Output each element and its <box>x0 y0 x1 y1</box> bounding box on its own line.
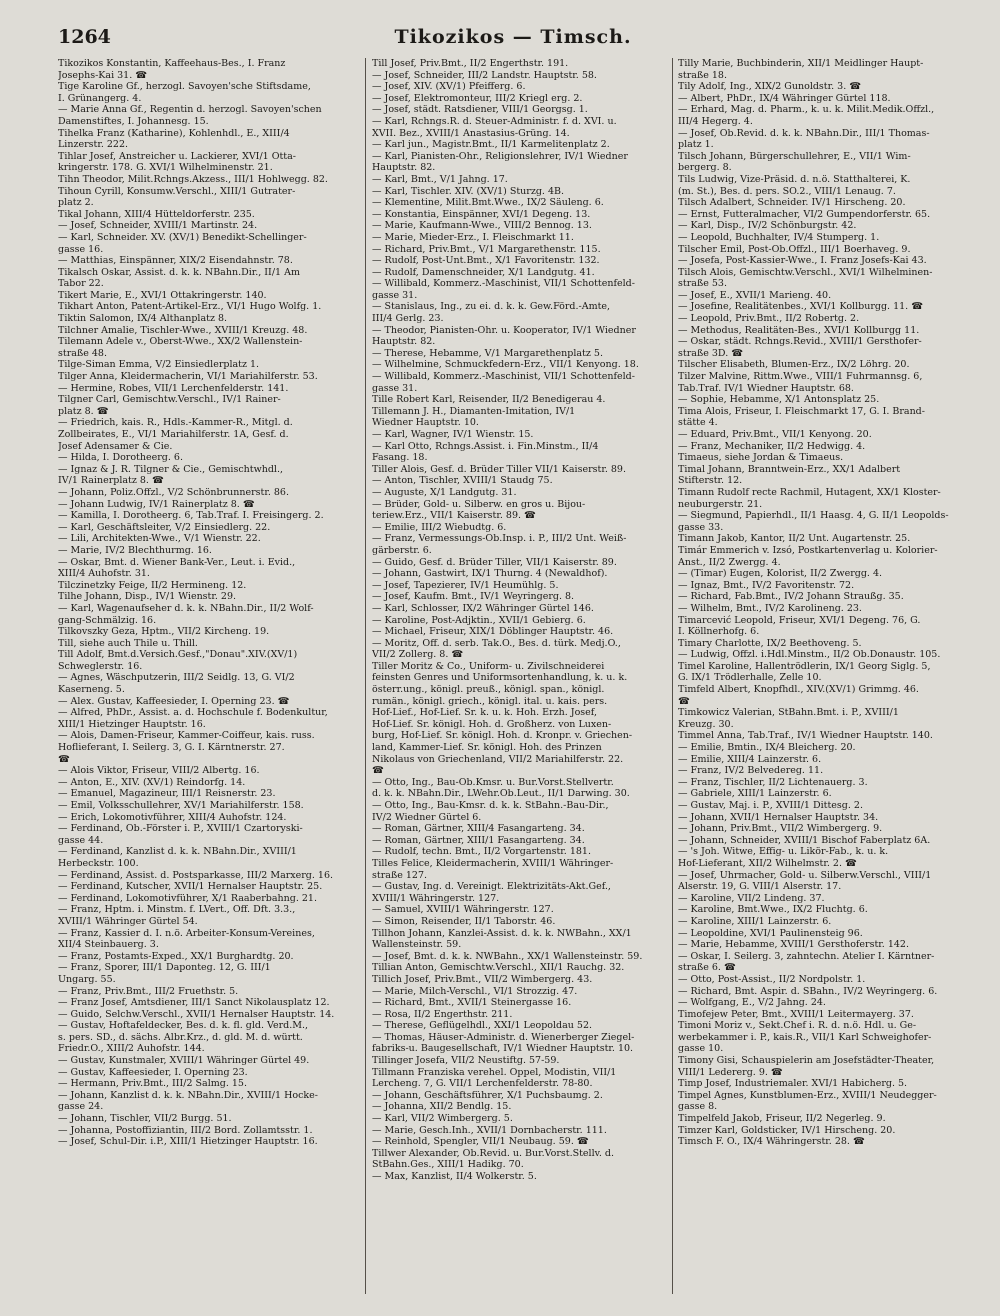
directory-line: — Theodor, Pianisten-Ohr. u. Kooperator, IV/1 Wiedner <box>372 324 636 336</box>
directory-line: — Josef, Bmt. d. k. k. NWBahn., XX/1 Wallensteinstr. 59. <box>372 950 643 962</box>
directory-line: — Gabriele, XIII/1 Lainzerstr. 6. <box>678 788 832 800</box>
directory-line: — Konstantia, Einspänner, XVI/1 Degeng. 13. <box>372 208 591 220</box>
directory-line: ☎ <box>58 753 70 765</box>
directory-line: Hof-Lieferant, XII/2 Wilhelmstr. 2. ☎ <box>678 857 857 869</box>
directory-line: Tillich Josef, Priv.Bmt., VII/2 Wimbergerg. 43. <box>372 973 593 985</box>
directory-line: Timp Josef, Industriemaler. XVI/1 Habicherg. 5. <box>678 1078 908 1090</box>
directory-line: — Willibald, Kommerz.-Maschinist, VII/1 Schottenfeld- <box>372 371 635 383</box>
directory-line: — Roman, Gärtner, XIII/4 Fasangarteng. 34. <box>372 823 585 835</box>
directory-line: — Brüder, Gold- u. Silberw. en gros u. Bijou- <box>372 498 586 510</box>
directory-line: Timzer Karl, Goldsticker, IV/1 Hirscheng. 20. <box>678 1124 896 1136</box>
directory-line: — Josef, E., XVII/1 Marieng. 40. <box>678 289 832 301</box>
directory-line: Tihelka Franz (Katharine), Kohlenhdl., E., XIII/4 <box>58 127 290 139</box>
directory-line: — Moritz, Off. d. serb. Tak.O., Bes. d. türk. Medj.O., <box>372 637 621 649</box>
directory-line: Tihlar Josef, Anstreicher u. Lackierer, XVI/1 Otta- <box>58 150 297 162</box>
directory-line: — Ignaz & J. R. Tilgner & Cie., Gemischtwhdl., <box>58 463 283 475</box>
directory-line: IV/1 Rainerplatz 8. ☎ <box>58 475 164 487</box>
directory-line: — Siegmund, Papierhdl., II/1 Haasg. 4, G. II/1 Leopolds- <box>678 510 949 522</box>
directory-line: gasse 24. <box>58 1101 104 1113</box>
directory-line: — Johann, Poliz.Offzl., V/2 Schönbrunnerstr. 86. <box>58 486 289 498</box>
directory-line: Lercheng. 7, G. VII/1 Lerchenfelderstr. 78-80. <box>372 1078 593 1090</box>
directory-line: Tilsch Adalbert, Schneider. IV/1 Hirscheng. 20. <box>678 197 906 209</box>
directory-line: — Klementine, Milit.Bmt.Wwe., IX/2 Säuleng. 6. <box>372 197 604 209</box>
directory-line: — Sophie, Hebamme, X/1 Antonsplatz 25. <box>678 394 880 406</box>
directory-line: Hauptstr. 82. <box>372 336 436 348</box>
directory-line: I. Grünangerg. 4. <box>58 92 142 104</box>
directory-line: platz 2. <box>58 197 94 209</box>
directory-line: gasse 10. <box>678 1043 724 1055</box>
directory-line: — Ferdinand, Lokomotivführer, X/1 Raaberbahng. 21. <box>58 892 317 904</box>
directory-line: Timkowicz Valerian, StBahn.Bmt. i. P., XVIII/1 <box>678 707 899 719</box>
directory-line: — Erhard, Mag. d. Pharm., k. u. k. Milit.Medik.Offzl., <box>678 104 935 116</box>
directory-line: Tilkovszky Geza, Hptm., VII/2 Kircheng. 19. <box>58 626 270 638</box>
directory-line: straße 48. <box>58 347 107 359</box>
directory-line: Kaserneng. 5. <box>58 684 125 696</box>
directory-line: — Richard, Priv.Bmt., V/1 Margarethenstr. 115. <box>372 243 601 255</box>
directory-line: gang-Schmälzig. 16. <box>58 614 157 626</box>
directory-line: Zollbeirates, E., VI/1 Mariahilferstr. 1A, Gesf. d. <box>58 429 289 440</box>
directory-line: Tilczinetzky Feige, II/2 Hermineng. 12. <box>58 579 247 591</box>
directory-line: — Emilie, III/2 Wiebudtg. 6. <box>372 521 507 533</box>
directory-line: — Marie, Kaufmann-Wwe., VIII/2 Bennog. 13. <box>372 220 592 232</box>
directory-line: — Johann, Schneider, XVIII/1 Bischof Faberplatz 6A. <box>678 834 931 846</box>
directory-line: s. pers. SD., d. sächs. Albr.Krz., d. gld. M. d. württ. <box>58 1031 303 1043</box>
directory-line: — Wolfgang, E., V/2 Jahng. 24. <box>678 997 826 1009</box>
directory-line: — Emilie, Bmtin., IX/4 Bleicherg. 20. <box>678 742 856 754</box>
directory-line: XII/4 Steinbauerg. 3. <box>58 939 159 951</box>
directory-line: — Emanuel, Magazineur, III/1 Reisnerstr. 23. <box>58 788 276 800</box>
directory-line: Tilscher Elisabeth, Blumen-Erz., IX/2 Löhrg. 20. <box>678 359 910 371</box>
directory-line: III/4 Gerlg. 23. <box>372 313 444 325</box>
directory-line: — Wilhelm, Bmt., IV/2 Karolineng. 23. <box>678 602 862 614</box>
directory-line: Timoni Moriz v., Sekt.Chef i. R. d. n.ö. Hdl. u. Ge- <box>678 1020 917 1032</box>
directory-line: — Karl, Bmt., V/1 Jahng. 17. <box>372 173 508 185</box>
entry-list <box>58 58 356 1148</box>
directory-line: Tillian Anton, Gemischtw.Verschl., XII/1 Rauchg. 32. <box>372 962 625 974</box>
directory-line: — Leopold, Buchhalter, IV/4 Stumperg. 1. <box>678 231 880 243</box>
directory-line: fabriks-u. Baugesellschaft, IV/1 Wiedner Hauptstr. 10. <box>372 1043 634 1055</box>
directory-line: — Gustav, Kunstmaler, XVIII/1 Währinger Gürtel 49. <box>58 1055 310 1067</box>
directory-line: Tima Alois, Friseur, I. Fleischmarkt 17, G. I. Brand- <box>678 405 925 417</box>
directory-line: rumän., königl. griech., königl. ital. u. kais. pers. <box>372 695 608 707</box>
directory-line: — Franz, Tischler, II/2 Lichtenauerg. 3. <box>678 776 868 788</box>
directory-line: Hauptstr. 82. <box>372 162 436 174</box>
directory-line: Timmel Anna, Tab.Traf., IV/1 Wiedner Hauptstr. 140. <box>678 730 933 742</box>
directory-line: Till, siehe auch Thile u. Thill. <box>58 637 198 649</box>
directory-line: StBahn.Ges., XIII/1 Hadikg. 70. <box>372 1159 524 1171</box>
entry-list <box>372 58 670 1183</box>
directory-line: — Max, Kanzlist, II/4 Wolkerstr. 5. <box>372 1171 537 1182</box>
directory-line: Timsch F. O., IX/4 Währingerstr. 28. ☎ <box>678 1136 865 1148</box>
directory-line: — Marie, IV/2 Blechthurmg. 16. <box>58 544 212 556</box>
directory-line: — Rudolf, Post-Unt.Bmt., X/1 Favoritenstr. 132. <box>372 255 600 267</box>
directory-line: Tillhon Johann, Kanzlei-Assist. d. k. k. NWBahn., XX/1 <box>372 927 632 939</box>
directory-line: — Simon, Reisender, II/1 Taborstr. 46. <box>372 915 556 927</box>
directory-line: Tilles Felice, Kleidermacherin, XVIII/1 Währinger- <box>372 857 614 869</box>
directory-line: Tilzer Malvine, Rittm.Wwe., VIII/1 Fuhrmannsg. 6, <box>678 371 923 383</box>
directory-line: Tikhart Anton, Patent-Artikel-Erz., VI/1 Hugo Wolfg. 1. <box>58 301 322 313</box>
directory-line: — Emil, Volksschullehrer, XV/1 Mariahilferstr. 158. <box>58 800 304 811</box>
directory-line: XIII/1 Hietzinger Hauptstr. 16. <box>58 718 206 730</box>
directory-line: — Karl, VII/2 Wimbergerg. 5. <box>372 1113 513 1125</box>
directory-line: — Richard, Bmt. Aspir. d. SBahn., IV/2 Weyringerg. 6. <box>678 985 938 997</box>
directory-line: — Josef, Ob.Revid. d. k. k. NBahn.Dir., III/1 Thomas- <box>678 127 930 139</box>
directory-line: — Rudolf, Damenschneider, X/1 Landgutg. 41. <box>372 266 595 278</box>
directory-line: — Johann, Kanzlist d. k. k. NBahn.Dir., XVIII/1 Hocke- <box>58 1089 318 1101</box>
directory-line: — Johann, Priv.Bmt., VII/2 Wimbergerg. 9. <box>678 823 883 835</box>
directory-line: — Wilhelmine, Schmuckfedern-Erz., VII/1 Kenyong. 18. <box>372 359 639 371</box>
directory-line: — Otto, Ing., Bau-Ob.Kmsr. u. Bur.Vorst.Stellvertr. <box>372 776 614 788</box>
directory-line: — Gustav, Kaffeesieder, I. Operning 23. <box>58 1066 248 1078</box>
directory-line: — Anton, Tischler, XVIII/1 Staudg 75. <box>372 475 553 487</box>
directory-line: werbekammer i. P., kais.R., VII/1 Karl Schweighofer- <box>678 1031 932 1043</box>
directory-line: — Josef, Schul-Dir. i.P., XIII/1 Hietzinger Hauptstr. 16. <box>58 1136 318 1148</box>
directory-line: — Karoline, Bmt.Wwe., IX/2 Fluchtg. 6. <box>678 904 868 916</box>
directory-line: — Rudolf, techn. Bmt., II/2 Vorgartenstr. 181. <box>372 846 591 858</box>
directory-line: — Alfred, PhDr., Assist. a. d. Hochschule f. Bodenkultur, <box>58 707 328 719</box>
column-left <box>58 58 356 1298</box>
directory-line: Wallensteinstr. 59. <box>372 939 462 951</box>
directory-line: Josef Adensamer & Cie. <box>58 440 173 452</box>
directory-line: — Josef, Tapezierer, IV/1 Heumühlg. 5. <box>372 579 559 591</box>
directory-line: gärberstr. 6. <box>372 544 432 556</box>
directory-line: Schweglerstr. 16. <box>58 660 143 672</box>
directory-line: — Karl, Geschäftsleiter, V/2 Einsiedlerg. 22. <box>58 521 271 533</box>
directory-line: Tillinger Josefa, VII/2 Neustiftg. 57-59. <box>372 1055 560 1067</box>
directory-line: — Kamilla, I. Dorotheerg. 6, Tab.Traf. I. Freisingerg. 2. <box>58 510 324 522</box>
directory-line: Tils Ludwig, Vize-Präsid. d. n.ö. Statthalterei, K. <box>678 173 911 185</box>
directory-line: — Franz, IV/2 Belvedereg. 11. <box>678 765 824 777</box>
directory-line: — Alois, Damen-Friseur, Kammer-Coiffeur, kais. russ. <box>58 730 315 742</box>
directory-line: straße 53. <box>678 278 727 290</box>
directory-line: Tilemann Adele v., Oberst-Wwe., XX/2 Wallenstein- <box>58 336 303 348</box>
directory-line: — Anton, E., XIV. (XV/1) Reindorfg. 14. <box>58 776 246 788</box>
directory-line: — Karl, Wagenaufseher d. k. k. NBahn.Dir., II/2 Wolf- <box>58 602 314 614</box>
directory-line: Alserstr. 19, G. VIII/1 Alserstr. 17. <box>678 881 842 893</box>
directory-line: Tiktin Salomon, IX/4 Althanplatz 8. <box>58 313 228 325</box>
directory-line: G. IX/1 Trödlerhalle, Zelle 10. <box>678 672 822 684</box>
running-head: Tikozikos — Timsch. <box>394 26 632 48</box>
directory-line: — Ferdinand, Kutscher, XVII/1 Hernalser Hauptstr. 25. <box>58 881 323 893</box>
directory-line: Tilchner Amalie, Tischler-Wwe., XVIII/1 Kreuzg. 48. <box>58 324 308 336</box>
directory-line: — Willibald, Kommerz.-Maschinist, VII/1 Schottenfeld- <box>372 278 635 290</box>
directory-line: — Alex. Gustav, Kaffeesieder, I. Operning 23. ☎ <box>58 695 290 707</box>
directory-line: Timaeus, siehe Jordan & Timaeus. <box>678 452 844 464</box>
directory-line: Kreuzg. 30. <box>678 718 734 730</box>
directory-line: — Franz, Mechaniker, II/2 Hedwigg. 4. <box>678 440 866 452</box>
directory-line: Timary Charlotte, IX/2 Beethoveng. 5. <box>678 637 862 649</box>
directory-line: Timann Rudolf recte Rachmil, Hutagent, XX/1 Kloster- <box>678 486 941 498</box>
directory-line: — Josef, Kaufm. Bmt., IV/1 Weyringerg. 8. <box>372 591 575 603</box>
directory-line: Friedr.O., XIII/2 Auhofstr. 144. <box>58 1043 205 1055</box>
directory-line: Tikal Johann, XIII/4 Hütteldorferstr. 235. <box>58 208 255 220</box>
directory-line: — Matthias, Einspänner, XIX/2 Eisendahnstr. 78. <box>58 255 293 267</box>
directory-line: Tillmann Franziska verehel. Oppel, Modistin, VII/1 <box>372 1066 617 1078</box>
directory-line: Tab.Traf. IV/1 Wiedner Hauptstr. 68. <box>678 382 854 394</box>
directory-line: — Lili, Architekten-Wwe., V/1 Wienstr. 22. <box>58 533 261 545</box>
directory-line: Hoflieferant, I. Seilerg. 3, G. I. Kärntnerstr. 27. <box>58 742 285 754</box>
directory-line: Tikert Marie, E., XVI/1 Ottakringerstr. 140. <box>58 289 267 301</box>
directory-line: — Richard, Fab.Bmt., IV/2 Johann Straußg. 35. <box>678 591 904 603</box>
directory-line: — Karoline, VII/2 Lindeng. 37. <box>678 892 825 904</box>
directory-line: Timony Gisi, Schauspielerin am Josefstädter-Theater, <box>678 1055 935 1067</box>
directory-line: Tilly Marie, Buchbinderin, XII/1 Meidlinger Haupt- <box>678 58 924 69</box>
directory-line: — Ludwig, Offzl. i.Hdl.Minstm., II/2 Ob.Donaustr. 105. <box>678 649 941 661</box>
directory-line: — Marie, Milch-Verschl., VI/1 Strozzig. 47. <box>372 985 578 997</box>
directory-line: straße 3D. ☎ <box>678 347 744 359</box>
directory-line: Timofejew Peter, Bmt., XVIII/1 Leitermayerg. 37. <box>678 1008 914 1020</box>
directory-line: Tilscher Emil, Post-Ob.Offzl., III/1 Boerhaveg. 9. <box>678 243 911 255</box>
directory-line: — Johanna, XII/2 Bendlg. 15. <box>372 1101 512 1113</box>
directory-line: — Josefine, Realitätenbes., XVI/1 Kollburgg. 11. ☎ <box>678 301 924 313</box>
directory-line: Tille Robert Karl, Reisender, II/2 Benedigerau 4. <box>372 394 606 406</box>
directory-line: — Franz, Postamts-Exped., XX/1 Burghardtg. 20. <box>58 950 294 962</box>
directory-line: — Emilie, XIII/4 Lainzerstr. 6. <box>678 753 822 765</box>
directory-line: — Johann, Geschäftsführer, X/1 Puchsbaumg. 2. <box>372 1089 603 1101</box>
directory-line: — Albert, PhDr., IX/4 Währinger Gürtel 118. <box>678 92 891 104</box>
column-right <box>678 58 976 1298</box>
directory-line: — Karl, Tischler. XIV. (XV/1) Sturzg. 4B. <box>372 185 564 197</box>
directory-line: XVIII/1 Währinger Gürtel 54. <box>58 915 198 927</box>
directory-line: — Johann Ludwig, IV/1 Rainerplatz 8. ☎ <box>58 498 255 510</box>
directory-line: d. k. k. NBahn.Dir., LWehr.Ob.Leut., II/1 Darwing. 30. <box>372 788 630 800</box>
directory-line: — Franz, Priv.Bmt., III/2 Fruethstr. 5. <box>58 985 239 997</box>
directory-line: — Karl jun., Magistr.Bmt., II/1 Karmelitenplatz 2. <box>372 139 610 151</box>
directory-line: — Erich, Lokomotivführer, XIII/4 Auhofstr. 124. <box>58 811 287 823</box>
directory-line: Tilgner Carl, Gemischtw.Verschl., IV/1 Rainer- <box>58 394 281 406</box>
directory-line: — Josef, Uhrmacher, Gold- u. Silberw.Verschl., VIII/1 <box>678 869 932 881</box>
directory-line: Tihn Theodor, Milit.Rchngs.Akzess., III/1 Hohlwegg. 82. <box>58 173 328 185</box>
directory-line: straße 18. <box>678 69 727 81</box>
directory-line: — Roman, Gärtner, XIII/1 Fasangarteng. 34. <box>372 834 585 846</box>
directory-line: — Michael, Friseur, XIX/1 Döblinger Hauptstr. 46. <box>372 626 614 638</box>
directory-line: bergerg. 8. <box>678 162 732 174</box>
column-middle <box>372 58 670 1298</box>
directory-line: — Josef, Schneider, XVIII/1 Martinstr. 24. <box>58 220 258 232</box>
directory-line: — Franz, Sporer, III/1 Daponteg. 12, G. III/1 <box>58 962 271 974</box>
directory-line: — Leopoldine, XVI/1 Paulinensteig 96. <box>678 927 863 939</box>
directory-line: Anst., II/2 Zwergg. 4. <box>678 556 781 568</box>
directory-line: Nikolaus von Griechenland, VII/2 Mariahilferstr. 22. <box>372 753 624 765</box>
directory-line: Tikozikos Konstantin, Kaffeehaus-Bes., I. Franz <box>58 58 286 69</box>
directory-line: platz 1. <box>678 139 714 151</box>
directory-line: — Johanna, Postoffiziantin, III/2 Bord. Zollamtsstr. 1. <box>58 1124 313 1136</box>
directory-line: — Otto, Ing., Bau-Kmsr. d. k. k. StBahn.-Bau-Dir., <box>372 800 609 811</box>
directory-line: Wiedner Hauptstr. 10. <box>372 417 479 429</box>
directory-line: — Karoline, XIII/1 Lainzerstr. 6. <box>678 915 832 927</box>
directory-line: Timann Jakob, Kantor, II/2 Unt. Augartenstr. 25. <box>678 533 911 545</box>
directory-line: Till Adolf, Bmt.d.Versich.Gesf.,"Donau".XIV.(XV/1) <box>58 649 298 661</box>
directory-line: — Leopold, Priv.Bmt., II/2 Robertg. 2. <box>678 313 860 325</box>
directory-line: — Josef, Elektromonteur, III/2 Kriegl erg. 2. <box>372 92 583 104</box>
column-divider <box>672 58 673 1294</box>
directory-line: — Ignaz, Bmt., IV/2 Favoritenstr. 72. <box>678 579 855 591</box>
directory-line: — Ernst, Futteralmacher, VI/2 Gumpendorferstr. 65. <box>678 208 931 220</box>
directory-line: Linzerstr. 222. <box>58 139 129 151</box>
directory-line: — Josef, städt. Ratsdiener, VIII/1 Georgsg. 1. <box>372 104 588 116</box>
directory-line: Tilsch Johann, Bürgerschullehrer, E., VII/1 Wim- <box>678 150 911 162</box>
directory-line: — Josef, Schneider, III/2 Landstr. Hauptstr. 58. <box>372 69 597 81</box>
directory-line: Tily Adolf, Ing., XIX/2 Gunoldstr. 3. ☎ <box>678 81 862 93</box>
directory-line: Tilsch Alois, Gemischtw.Verschl., XVI/1 Wilhelminen- <box>678 266 933 278</box>
directory-line: — Hermine, Robes, VII/1 Lerchenfelderstr. 141. <box>58 382 289 394</box>
directory-line: VIII/1 Ledererg. 9. ☎ <box>678 1066 783 1078</box>
directory-line: — Karl, Schlosser, IX/2 Währinger Gürtel 146. <box>372 602 594 614</box>
directory-line: — Karl, Wagner, IV/1 Wienstr. 15. <box>372 429 534 440</box>
directory-line: burg, Hof-Lief. Sr. königl. Hoh. d. Kronpr. v. Griechen- <box>372 730 633 742</box>
directory-line: — Karl, Schneider. XV. (XV/1) Benedikt-Schellinger- <box>58 231 307 243</box>
directory-line: ☎ <box>372 765 384 777</box>
directory-line: — Karl Otto, Rchngs.Assist. i. Fin.Minstm., II/4 <box>372 440 599 452</box>
directory-line: Tige Karoline Gf., herzogl. Savoyen'sche Stiftsdame, <box>58 81 311 93</box>
directory-line: — Thomas, Häuser-Administr. d. Wienerberger Ziegel- <box>372 1031 635 1043</box>
directory-line: VII/2 Zollerg. 8. ☎ <box>372 649 464 661</box>
directory-line: ☎ <box>678 695 690 707</box>
directory-line: Timár Emmerich v. Izsó, Postkartenverlag u. Kolorier- <box>678 544 938 556</box>
directory-line: Hof-Lief. Sr. königl. Hoh. d. Großherz. von Luxen- <box>372 718 612 730</box>
directory-line: teriew.Erz., VII/1 Kaiserstr. 89. ☎ <box>372 510 536 522</box>
directory-line: — Karl, Rchngs.R. d. Steuer-Administr. f. d. XVI. u. <box>372 115 617 127</box>
directory-line: — Johann, XVII/1 Hernalser Hauptstr. 34. <box>678 811 879 823</box>
directory-line: Herbeckstr. 100. <box>58 857 139 869</box>
directory-line: feinsten Genres und Uniformsortenhandlung, k. u. k. <box>372 672 628 684</box>
directory-line: Tabor 22. <box>58 278 104 290</box>
directory-line: — Ferdinand, Kanzlist d. k. k. NBahn.Dir., XVIII/1 <box>58 846 297 858</box>
directory-line: — Eduard, Priv.Bmt., VII/1 Kenyong. 20. <box>678 429 872 440</box>
directory-line: — Oskar, städt. Rchngs.Revid., XVIII/1 Gersthofer- <box>678 336 922 348</box>
directory-line: Tilge-Siman Emma, V/2 Einsiedlerplatz 1. <box>58 359 260 371</box>
directory-line: — Karl, Pianisten-Ohr., Religionslehrer, IV/1 Wiedner <box>372 150 628 162</box>
directory-line: Timal Johann, Branntwein-Erz., XX/1 Adalbert <box>678 463 901 475</box>
directory-line: gasse 33. <box>678 521 724 533</box>
directory-line: Tillemann J. H., Diamanten-Imitation, IV/1 <box>372 405 576 417</box>
directory-line: — Franz, Hptm. i. Minstm. f. LVert., Off. Dft. 3.3., <box>58 904 296 916</box>
directory-line: — Karl, Disp., IV/2 Schönburgstr. 42. <box>678 220 857 232</box>
entry-list <box>678 58 976 1148</box>
directory-line: Till Josef, Priv.Bmt., II/2 Engerthstr. 191. <box>372 58 569 69</box>
directory-line: straße 6. ☎ <box>678 962 736 974</box>
directory-line: gasse 16. <box>58 243 104 255</box>
directory-line: straße 127. <box>372 869 428 881</box>
directory-line: Timpelfeld Jakob, Friseur, II/2 Negerleg. 9. <box>678 1113 886 1125</box>
directory-line: XVII. Bez., XVIII/1 Anastasius-Grüng. 14. <box>372 127 570 139</box>
directory-line: — Methodus, Realitäten-Bes., XVI/1 Kollburgg 11. <box>678 324 920 336</box>
directory-line: — Marie, Gesch.Inh., XVII/1 Dornbacherstr. 111. <box>372 1124 607 1136</box>
directory-line: Timfeld Albert, Knopfhdl., XIV.(XV/1) Grimmg. 46. <box>678 684 919 696</box>
directory-line: — Reinhold, Spengler, VII/1 Neubaug. 59. ☎ <box>372 1136 589 1148</box>
directory-line: stätte 4. <box>678 417 718 429</box>
directory-line: gasse 31. <box>372 289 418 301</box>
directory-line: Tiller Alois, Gesf. d. Brüder Tiller VII/1 Kaiserstr. 89. <box>372 463 626 475</box>
directory-line: Timel Karoline, Hallentrödlerin, IX/1 Georg Siglg. 5, <box>678 660 931 672</box>
directory-line: (m. St.), Bes. d. pers. SO.2., VIII/1 Lenaug. 7. <box>678 185 896 197</box>
column-divider <box>365 58 366 1294</box>
directory-line: — Johann, Gastwirt, IX/1 Thurng. 4 (Newaldhof). <box>372 568 608 580</box>
directory-line: kringerstr. 178. G. XVI/1 Wilhelminenstr. 21. <box>58 162 273 174</box>
page-header <box>58 26 968 56</box>
directory-line: Fasang. 18. <box>372 452 428 464</box>
directory-line: neuburgerstr. 21. <box>678 498 763 510</box>
directory-line: — Otto, Post-Assist., II/2 Nordpolstr. 1. <box>678 973 866 985</box>
directory-line: — Samuel, XVIII/1 Währingerstr. 127. <box>372 904 554 916</box>
directory-line: Hof-Lief., Hof-Lief. Sr. k. u. k. Hoh. Erzh. Josef, <box>372 707 597 719</box>
directory-line: — Marie Anna Gf., Regentin d. herzogl. Savoyen'schen <box>58 104 322 116</box>
directory-line: — Rosa, II/2 Engerthstr. 211. <box>372 1008 513 1020</box>
directory-line: — Alois Viktor, Friseur, VIII/2 Albertg. 16. <box>58 765 260 777</box>
directory-line: — Johann, Tischler, VII/2 Burgg. 51. <box>58 1113 232 1125</box>
directory-line: IV/2 Wiedner Gürtel 6. <box>372 811 482 823</box>
directory-line: — Oskar, Bmt. d. Wiener Bank-Ver., Leut. i. Evid., <box>58 556 296 568</box>
directory-line: — Josefa, Post-Kassier-Wwe., I. Franz Josefs-Kai 43. <box>678 255 927 267</box>
directory-line: — Gustav, Hoftafeldecker, Bes. d. k. fl. gld. Verd.M., <box>58 1020 309 1032</box>
directory-line: — Auguste, X/1 Landgutg. 31. <box>372 486 517 498</box>
directory-line: — Guido, Gesf. d. Brüder Tiller, VII/1 Kaiserstr. 89. <box>372 556 617 568</box>
directory-line: — Therese, Hebamme, V/1 Margarethenplatz 5. <box>372 347 603 359</box>
directory-line: — (Timar) Eugen, Kolorist, II/2 Zwergg. 4. <box>678 568 883 580</box>
directory-line: XVIII/1 Währingerstr. 127. <box>372 892 500 904</box>
directory-line: — Hilda, I. Dorotheerg. 6. <box>58 452 183 464</box>
directory-line: gasse 8. <box>678 1101 718 1113</box>
directory-line: gasse 31. <box>372 382 418 394</box>
directory-line: — Richard, Bmt., XVII/1 Steinergasse 16. <box>372 997 572 1009</box>
directory-line: — Agnes, Wäschputzerin, III/2 Seidlg. 13, G. VI/2 <box>58 672 295 684</box>
directory-line: — Karoline, Post-Adjktin., XVII/1 Gebierg. 6. <box>372 614 586 626</box>
directory-line: Josephs-Kai 31. ☎ <box>58 69 148 81</box>
directory-line: österr.ung., königl. preuß., königl. span., königl. <box>372 684 605 696</box>
directory-line: — Therese, Geflügelhdl., XXI/1 Leopoldau 52. <box>372 1020 593 1032</box>
directory-line: — Franz, Vermessungs-Ob.Insp. i. P., III/2 Unt. Weiß- <box>372 533 627 545</box>
directory-line: Timarcević Leopold, Friseur, XVI/1 Degeng. 76, G. <box>678 614 921 626</box>
directory-line: — Gustav, Ing. d. Vereinigt. Elektrizitäts-Akt.Gef., <box>372 881 611 893</box>
directory-line: — Josef, XIV. (XV/1) Pfeifferg. 6. <box>372 81 526 93</box>
directory-line: Stifterstr. 12. <box>678 475 743 487</box>
directory-line: Tilhe Johann, Disp., IV/1 Wienstr. 29. <box>58 591 237 603</box>
directory-line: XIII/4 Auhofstr. 31. <box>58 568 150 580</box>
directory-line: Tikalsch Oskar, Assist. d. k. k. NBahn.Dir., II/1 Am <box>58 266 300 278</box>
directory-line: — Marie, Hebamme, XVIII/1 Gersthoferstr. 142. <box>678 939 909 951</box>
directory-line: — Ferdinand, Assist. d. Postsparkasse, III/2 Marxerg. 16. <box>58 869 334 881</box>
directory-line: — Hermann, Priv.Bmt., III/2 Salmg. 15. <box>58 1078 247 1090</box>
directory-line: III/4 Hegerg. 4. <box>678 115 753 127</box>
directory-line: — Marie, Mieder-Erz., I. Fleischmarkt 11. <box>372 231 574 243</box>
directory-line: platz 8. ☎ <box>58 405 109 417</box>
directory-line: — Friedrich, kais. R., Hdls.-Kammer-R., Mitgl. d. <box>58 417 293 429</box>
directory-line: — Ferdinand, Ob.-Förster i. P., XVIII/1 Czartoryski- <box>58 823 303 835</box>
directory-line: Tillwer Alexander, Ob.Revid. u. Bur.Vorst.Stellv. d. <box>372 1147 614 1159</box>
directory-line: Tilger Anna, Kleidermacherin, VI/1 Mariahilferstr. 53. <box>58 371 318 383</box>
directory-line: Tiller Moritz & Co., Uniform- u. Zivilschneiderei <box>372 660 605 672</box>
directory-line: Ungarg. 55. <box>58 973 116 985</box>
directory-line: — Stanislaus, Ing., zu ei. d. k. k. Gew.Förd.-Amte, <box>372 301 611 313</box>
directory-line: Damenstiftes, I. Johannesg. 15. <box>58 115 209 127</box>
directory-line: — Gustav, Maj. i. P., XVIII/1 Dittesg. 2. <box>678 800 863 811</box>
directory-line: gasse 44. <box>58 834 104 846</box>
directory-line: — Franz, Kassier d. I. n.ö. Arbeiter-Konsum-Vereines, <box>58 927 315 939</box>
directory-line: — Guido, Selchw.Verschl., XVII/1 Hernalser Hauptstr. 14. <box>58 1008 335 1020</box>
page-number: 1264 <box>58 26 111 48</box>
directory-line: Timpel Agnes, Kunstblumen-Erz., XVIII/1 Neudegger- <box>678 1089 937 1101</box>
directory-line: — Oskar, I. Seilerg. 3, zahntechn. Atelier I. Kärntner- <box>678 950 935 962</box>
directory-line: I. Köllnerhofg. 6. <box>678 626 760 638</box>
directory-line: — 's Joh. Witwe, Effig- u. Likör-Fab., k. u. k. <box>678 846 889 858</box>
directory-line: — Franz Josef, Amtsdiener, III/1 Sanct Nikolausplatz 12. <box>58 997 330 1009</box>
directory-line: Tihoun Cyrill, Konsumw.Verschl., XIII/1 Gutrater- <box>58 185 296 197</box>
directory-line: land, Kammer-Lief. Sr. königl. Hoh. des Prinzen <box>372 742 602 754</box>
